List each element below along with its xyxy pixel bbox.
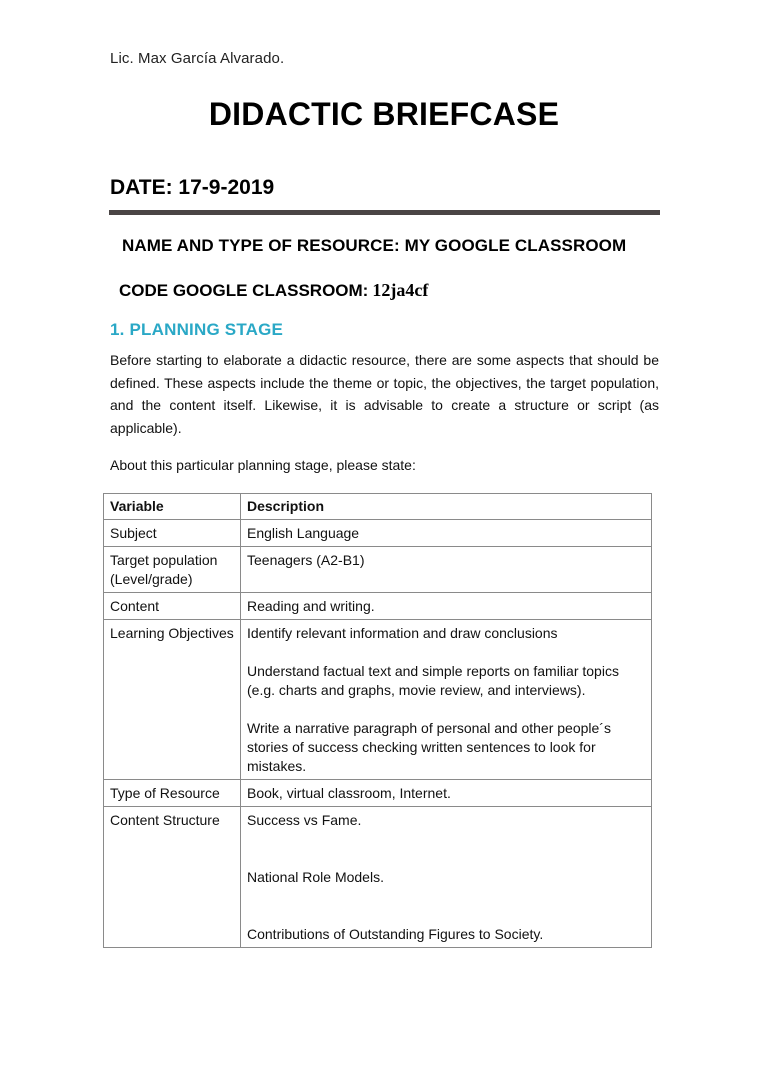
description-line: Reading and writing. <box>247 598 375 614</box>
table-row <box>104 520 652 547</box>
section-paragraph: Before starting to elaborate a didactic resource, there are some aspects that should be defined. These aspects include the theme or topic, the objectives, the target population, and the content itself. Likewise, it is advisable to create a structure or script (as applicable). <box>110 352 659 436</box>
description-line: Success vs Fame. <box>247 812 362 828</box>
row-description <box>241 620 652 780</box>
row-variable: Target population (Level/grade) <box>104 547 241 593</box>
table-row <box>104 780 652 807</box>
column-header-variable: Variable <box>104 494 241 520</box>
classroom-code-line <box>119 280 428 301</box>
column-header-description: Description <box>241 494 652 520</box>
row-variable: Type of Resource <box>104 780 241 807</box>
table-row <box>104 547 652 593</box>
description-line: Contributions of Outstanding Figures to Society. <box>247 926 544 942</box>
row-description <box>241 807 652 948</box>
description-line: Understand factual text and simple reports on familiar topics (e.g. charts and graphs, movie review, and interviews). <box>247 663 619 698</box>
section-heading: 1. PLANNING STAGE <box>110 320 284 339</box>
description-line: National Role Models. <box>247 869 384 885</box>
author-name: Lic. Max García Alvarado. <box>110 50 285 67</box>
table-header-row <box>104 494 652 520</box>
description-line: English Language <box>247 525 360 541</box>
row-variable: Content <box>104 593 241 620</box>
table-row <box>104 593 652 620</box>
row-variable: Learning Objectives <box>104 620 241 780</box>
planning-table <box>103 493 652 948</box>
table-row <box>104 620 652 780</box>
description-line: Write a narrative paragraph of personal and other people´s stories of success checking written sentences to look for mistakes. <box>247 720 611 774</box>
row-description <box>241 520 652 547</box>
classroom-code-value: 12ja4cf <box>372 280 429 300</box>
row-description <box>241 593 652 620</box>
document-date: DATE: 17-9-2019 <box>110 176 275 199</box>
description-line: Book, virtual classroom, Internet. <box>247 785 451 801</box>
horizontal-divider <box>109 210 660 215</box>
section-prompt: About this particular planning stage, please state: <box>110 457 416 473</box>
classroom-code-label: CODE GOOGLE CLASSROOM: <box>119 281 369 300</box>
table-row <box>104 807 652 948</box>
description-line: Teenagers (A2-B1) <box>247 552 365 568</box>
row-description <box>241 780 652 807</box>
resource-name-line: NAME AND TYPE OF RESOURCE: MY GOOGLE CLASSROOM <box>122 236 627 255</box>
document-title: DIDACTIC BRIEFCASE <box>208 96 560 132</box>
description-line: Identify relevant information and draw conclusions <box>247 625 558 641</box>
row-description <box>241 547 652 593</box>
row-variable: Content Structure <box>104 807 241 948</box>
row-variable: Subject <box>104 520 241 547</box>
